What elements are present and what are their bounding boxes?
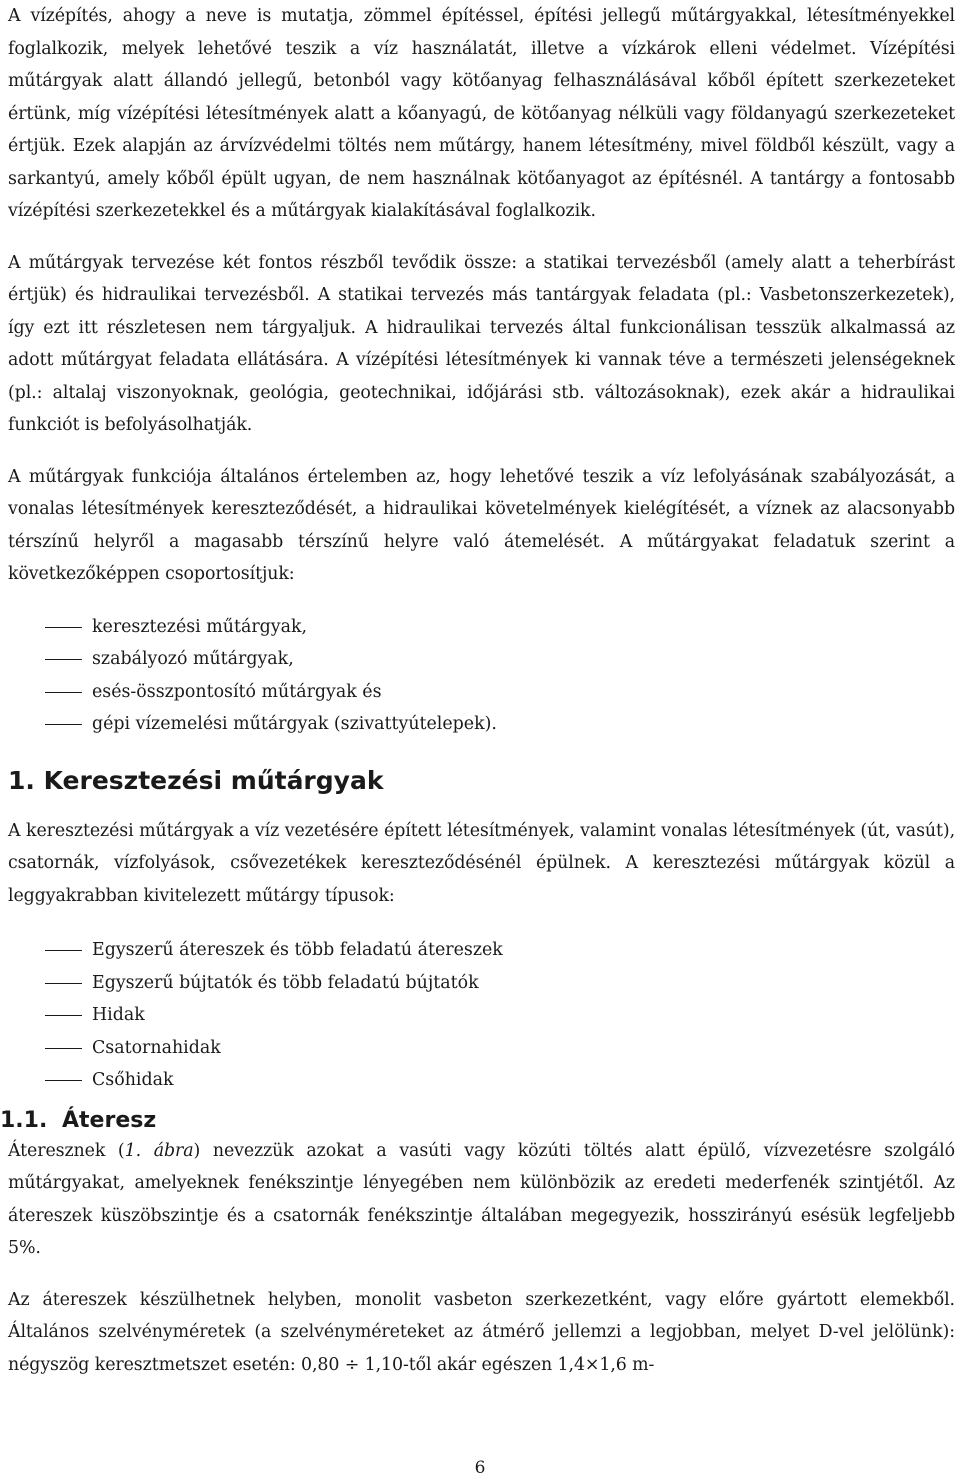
list-item: Csőhidak xyxy=(8,1064,955,1097)
dash-bullet-icon xyxy=(45,659,82,660)
list-item: Hidak xyxy=(8,999,955,1032)
crossing-type-list xyxy=(8,934,955,1097)
dash-bullet-icon xyxy=(45,1080,82,1081)
subsection-title: Áteresz xyxy=(62,1107,157,1133)
paragraph-culvert-build: Az átereszek készülhetnek helyben, monolit vasbeton szerkezetként, vagy előre gyártott elemekből. Általános szelvényméretek (a szelvényméreteket az átmérő jellemzi a legjobban, melyet D-vel jelölünk): négyszög keresztmetszet esetén: 0,80 ÷ 1,10-től akár egészen 1,4×1,6 m- xyxy=(8,1289,955,1375)
paragraph-culvert: Áteresznek (1. ábra) nevezzük azokat a vasúti vagy közúti töltés alatt épülő, vízvezetésre szolgáló műtárgyakat, amelyeknek fenékszintje lényegében nem különbözik az eredeti mederfenék szintjétől. Az átereszek küszöbszintje és a csatornák fenékszintje általában megegyezik, hosszirányú esésük legfeljebb 5%. xyxy=(8,1140,955,1258)
dash-bullet-icon xyxy=(45,983,82,984)
subsection-heading xyxy=(0,1105,955,1137)
dash-bullet-icon xyxy=(45,627,82,628)
dash-bullet-icon xyxy=(45,724,82,725)
paragraph-function: A műtárgyak funkciója általános értelemben az, hogy lehetővé teszik a víz lefolyásának szabályozását, a vonalas létesítmények kereszteződését, a hidraulikai követelmények kielégítését, a víznek az alacsonyabb térszínű helyről a magasabb térszínű helyre való átemelését. A műtárgyakat feladatuk szerint a következőképpen csoportosítjuk: xyxy=(8,466,955,584)
dash-bullet-icon xyxy=(45,950,82,951)
subsection-number: 1.1. xyxy=(0,1107,48,1133)
list-item: esés-összpontosító műtárgyak és xyxy=(8,676,955,709)
list-item: Csatornahidak xyxy=(8,1032,955,1065)
paragraph-intro: A vízépítés, ahogy a neve is mutatja, zömmel építéssel, építési jellegű műtárgyakkal, létesítményekkel foglalkozik, melyek lehetővé teszik a víz használatát, illetve a vízkárok elleni védelmet. Vízépítési műtárgyak alatt állandó jellegű, betonból vagy kötőanyag felhasználásával kőből épített szerkezeteket értünk, míg vízépítési létesítmények alatt a kőanyagú, de kötőanyag nélküli vagy földanyagú szerkezeteket értjük. Ezek alapján az árvízvédelmi töltés nem műtárgy, hanem létesítmény, mivel földből készült, vagy a sarkantyú, amely kőből épült ugyan, de nem használnak kötőanyagot az építésnél. A tantárgy a fontosabb vízépítési szerkezetekkel és a műtárgyak kialakításával foglalkozik. xyxy=(8,6,955,221)
list-item: Egyszerű bújtatók és több feladatú bújtatók xyxy=(8,967,955,1000)
section-heading: 1. Keresztezési műtárgyak xyxy=(8,765,384,795)
paragraph-crossing: A keresztezési műtárgyak a víz vezetésére épített létesítmények, valamint vonalas létesítmények (út, vasút), csatornák, vízfolyások, csővezetékek kereszteződésénél épülnek. A keresztezési műtárgyak közül a leggyakrabban kivitelezett műtárgy típusok: xyxy=(8,820,955,906)
paragraph-design: A műtárgyak tervezése két fontos részből tevődik össze: a statikai tervezésből (amely alatt a teherbírást értjük) és hidraulikai tervezésből. A statikai tervezés más tantárgyak feladata (pl.: Vasbetonszerkezetek), így ezt itt részletesen nem tárgyaljuk. A hidraulikai tervezés által funkcionálisan tesszük alkalmassá az adott műtárgyat feladata ellátására. A vízépítési létesítmények ki vannak téve a természeti jelenségeknek (pl.: altalaj viszonyoknak, geológia, geotechnikai, időjárási stb. változásoknak), ezek akár a hidraulikai funkciót is befolyásolhatják. xyxy=(8,252,955,435)
figure-reference[interactable]: 1. ábra xyxy=(124,1140,194,1161)
dash-bullet-icon xyxy=(45,692,82,693)
list-item: keresztezési műtárgyak, xyxy=(8,611,955,644)
dash-bullet-icon xyxy=(45,1048,82,1049)
page-number: 6 xyxy=(474,1458,486,1478)
list-item: Egyszerű átereszek és több feladatú átereszek xyxy=(8,934,955,967)
list-item: gépi vízemelési műtárgyak (szivattyútelepek). xyxy=(8,708,955,741)
list-item: szabályozó műtárgyak, xyxy=(8,643,955,676)
dash-bullet-icon xyxy=(45,1015,82,1016)
structure-type-list xyxy=(8,611,955,741)
